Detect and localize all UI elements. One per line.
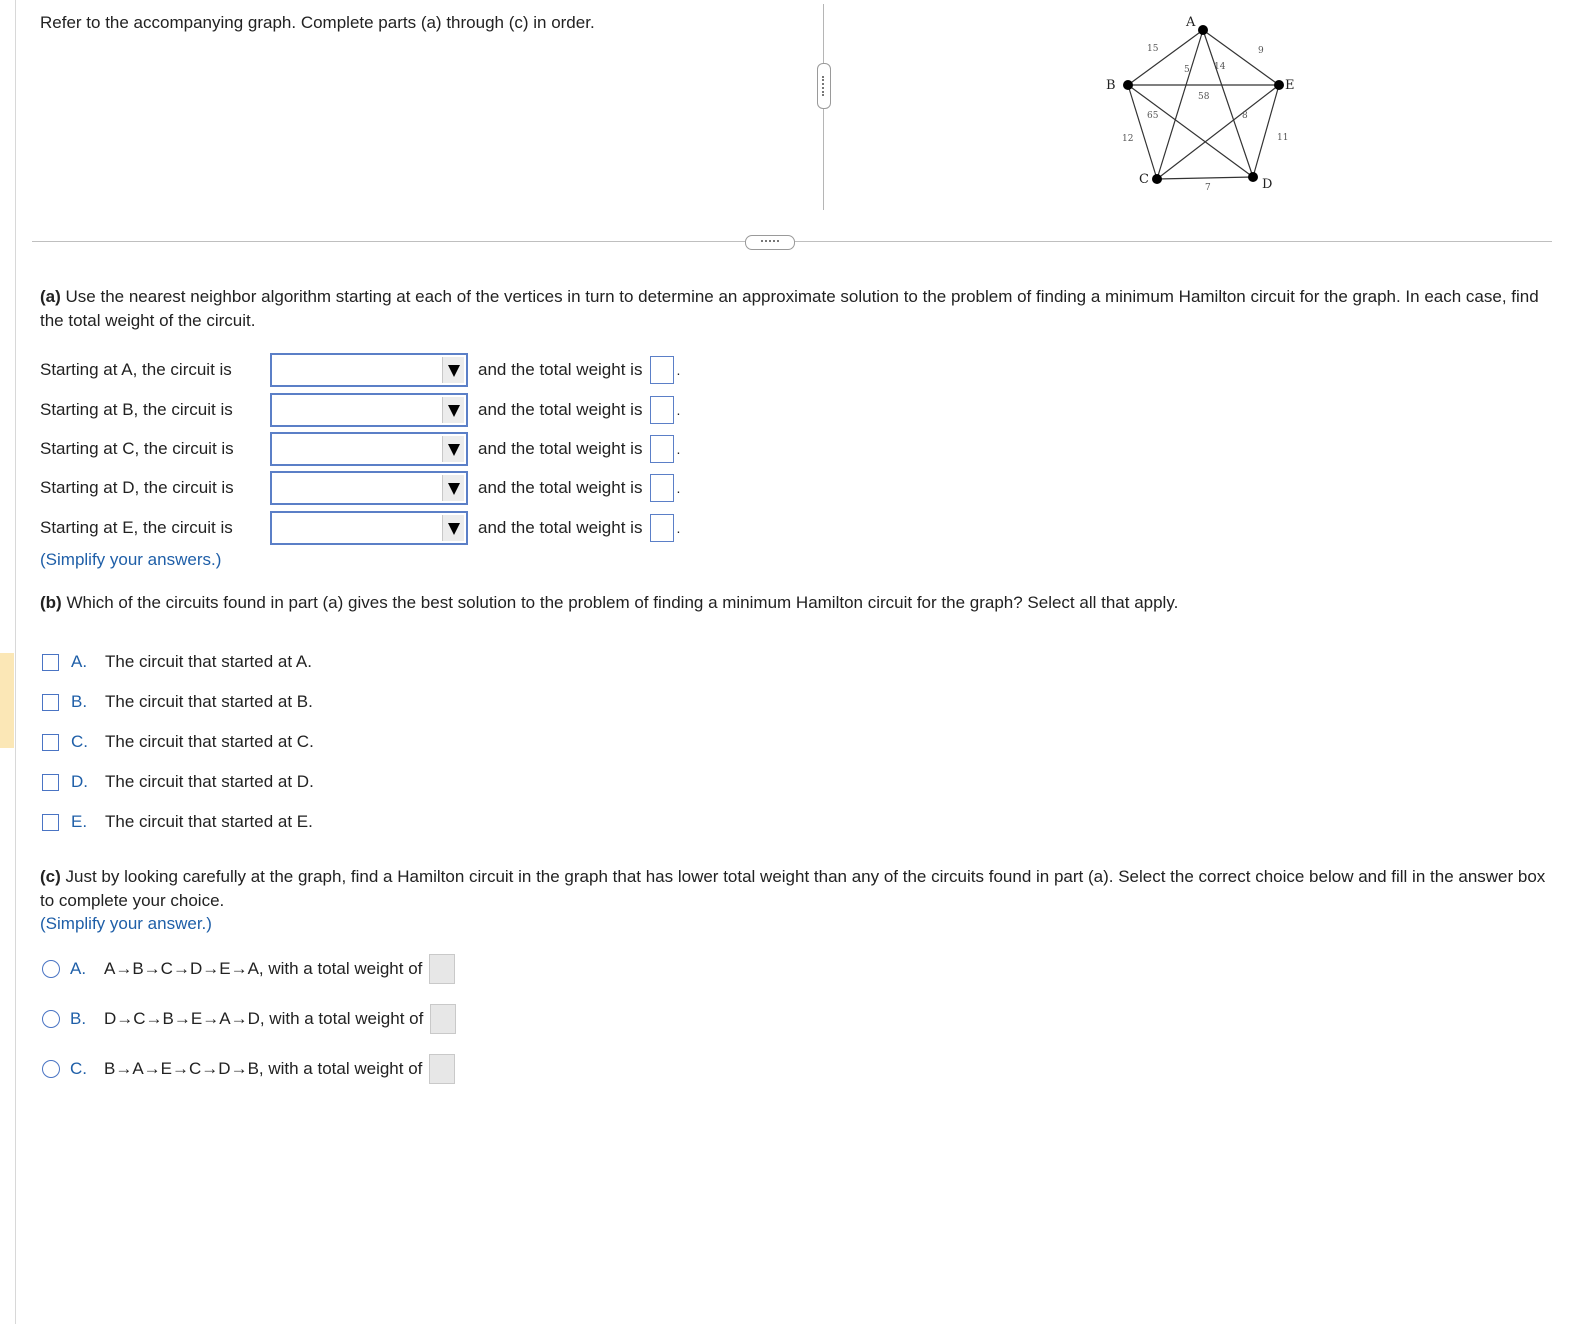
part-b-body: Which of the circuits found in part (a) gives the best solution to the problem of finding a minimum Hamilton circuit for the graph? Select all that apply.	[66, 593, 1179, 612]
part-b-text	[40, 591, 1550, 615]
circuit-row-a	[40, 351, 680, 389]
part-c-lead: (c)	[40, 867, 61, 886]
circuit-select-e[interactable]	[270, 511, 468, 545]
checkbox[interactable]	[42, 734, 59, 751]
checkbox-option-e[interactable]	[42, 810, 313, 834]
checkbox[interactable]	[42, 654, 59, 671]
checkbox-option-c[interactable]	[42, 730, 314, 754]
option-text: The circuit that started at D.	[105, 772, 314, 791]
radio-button[interactable]	[42, 1060, 60, 1078]
checkbox[interactable]	[42, 694, 59, 711]
edge-ed	[1253, 85, 1279, 177]
edge-label: 9	[1258, 46, 1264, 56]
row-label: Starting at E, the circuit is	[40, 518, 233, 537]
option-letter: E.	[71, 812, 88, 831]
row-label: Starting at A, the circuit is	[40, 360, 232, 379]
radio-option-a[interactable]	[42, 953, 455, 985]
option-text: The circuit that started at C.	[105, 732, 314, 751]
horizontal-splitter-handle[interactable]	[745, 235, 795, 250]
row-label: Starting at B, the circuit is	[40, 400, 233, 419]
checkbox[interactable]	[42, 774, 59, 791]
part-c-text	[40, 865, 1550, 913]
row-suffix: and the total weight is	[478, 518, 643, 537]
option-letter: A.	[70, 959, 87, 978]
weight-answer-box-b[interactable]	[430, 1004, 456, 1034]
checkbox-option-b[interactable]	[42, 690, 313, 714]
option-letter: D.	[71, 772, 88, 791]
circuit-row-d	[40, 469, 680, 507]
row-suffix: and the total weight is	[478, 400, 643, 419]
weight-input-a[interactable]	[650, 356, 674, 384]
edge-label: 11	[1277, 133, 1289, 143]
option-letter: A.	[71, 652, 88, 671]
row-suffix: and the total weight is	[478, 439, 643, 458]
vertex-a	[1198, 25, 1208, 35]
edge-label: 12	[1122, 134, 1134, 144]
vertex-d	[1248, 172, 1258, 182]
edge-ad	[1203, 30, 1253, 177]
option-text: The circuit that started at E.	[105, 812, 313, 831]
part-b-lead: (b)	[40, 593, 62, 612]
edge-label: 15	[1147, 44, 1159, 54]
option-text: B→A→E→C→D→B, with a total weight of	[104, 1059, 423, 1078]
period: .	[676, 520, 681, 536]
simplify-hint: (Simplify your answers.)	[40, 550, 222, 569]
radio-button[interactable]	[42, 960, 60, 978]
weight-input-c[interactable]	[650, 435, 674, 463]
circuit-row-e	[40, 509, 680, 547]
option-text: D→C→B→E→A→D, with a total weight of	[104, 1009, 424, 1028]
radio-button[interactable]	[42, 1010, 60, 1028]
circuit-row-b	[40, 391, 680, 429]
part-a-lead: (a)	[40, 287, 61, 306]
vertex-c	[1152, 174, 1162, 184]
left-rail	[0, 0, 16, 1324]
question-intro: Refer to the accompanying graph. Complete parts (a) through (c) in order.	[40, 13, 595, 32]
option-text: The circuit that started at B.	[105, 692, 313, 711]
option-text: A→B→C→D→E→A, with a total weight of	[104, 959, 423, 978]
edge-label: 7	[1205, 183, 1211, 193]
radio-option-b[interactable]	[42, 1003, 456, 1035]
period: .	[676, 480, 681, 496]
edge-bd	[1128, 85, 1253, 177]
edge-ac	[1157, 30, 1203, 179]
vertex-label-c: C	[1139, 172, 1149, 187]
row-suffix: and the total weight is	[478, 478, 643, 497]
checkbox-option-a[interactable]	[42, 650, 312, 674]
edge-label: 14	[1214, 62, 1226, 72]
checkbox[interactable]	[42, 814, 59, 831]
option-letter: C.	[70, 1059, 87, 1078]
weight-answer-box-c[interactable]	[429, 1054, 455, 1084]
vertex-e	[1274, 80, 1284, 90]
option-text: The circuit that started at A.	[105, 652, 312, 671]
dropdown-arrow-icon[interactable]	[442, 436, 464, 462]
edge-label: 58	[1198, 92, 1210, 102]
simplify-hint-c: (Simplify your answer.)	[40, 914, 212, 933]
edge-ae	[1203, 30, 1279, 85]
weight-input-e[interactable]	[650, 514, 674, 542]
edge-ab	[1128, 30, 1203, 85]
circuit-select-b[interactable]	[270, 393, 468, 427]
part-a-body: Use the nearest neighbor algorithm starting at each of the vertices in turn to determine an approximate solution to the problem of finding a minimum Hamilton circuit for the graph. In each case, find the total weight of the circuit.	[40, 287, 1539, 330]
edge-label: 8	[1242, 111, 1248, 121]
vertex-label-a: A	[1186, 15, 1196, 30]
edge-cd	[1157, 177, 1253, 179]
dropdown-arrow-icon[interactable]	[442, 397, 464, 423]
circuit-select-a[interactable]	[270, 353, 468, 387]
vertex-label-e: E	[1285, 78, 1295, 93]
period: .	[676, 362, 681, 378]
edge-bc	[1128, 85, 1157, 179]
dropdown-arrow-icon[interactable]	[442, 475, 464, 501]
part-c-body: Just by looking carefully at the graph, find a Hamilton circuit in the graph that has lower total weight than any of the circuits found in part (a). Select the correct choice below and fill in the answer box to complete your choice.	[40, 867, 1546, 910]
graph-figure	[1095, 8, 1315, 198]
vertex-label-d: D	[1262, 177, 1273, 192]
option-letter: C.	[71, 732, 88, 751]
period: .	[676, 441, 681, 457]
edge-label: 5	[1184, 65, 1190, 75]
row-label: Starting at C, the circuit is	[40, 439, 234, 458]
circuit-select-d[interactable]	[270, 471, 468, 505]
period: .	[676, 402, 681, 418]
dropdown-arrow-icon[interactable]	[442, 515, 464, 541]
rail-highlight	[0, 653, 14, 748]
radio-option-c[interactable]	[42, 1053, 455, 1085]
row-suffix: and the total weight is	[478, 360, 643, 379]
option-letter: B.	[70, 1009, 87, 1028]
circuit-row-c	[40, 430, 680, 468]
row-label: Starting at D, the circuit is	[40, 478, 234, 497]
vertical-splitter-handle[interactable]	[817, 63, 831, 109]
edge-ec	[1157, 85, 1279, 179]
edge-label: 65	[1147, 111, 1159, 121]
checkbox-option-d[interactable]	[42, 770, 314, 794]
dropdown-arrow-icon[interactable]	[442, 357, 464, 383]
weight-answer-box-a[interactable]	[429, 954, 455, 984]
weight-input-b[interactable]	[650, 396, 674, 424]
option-letter: B.	[71, 692, 88, 711]
part-a-text	[40, 285, 1550, 333]
vertex-label-b: B	[1106, 78, 1116, 93]
weight-input-d[interactable]	[650, 474, 674, 502]
circuit-select-c[interactable]	[270, 432, 468, 466]
vertex-b	[1123, 80, 1133, 90]
